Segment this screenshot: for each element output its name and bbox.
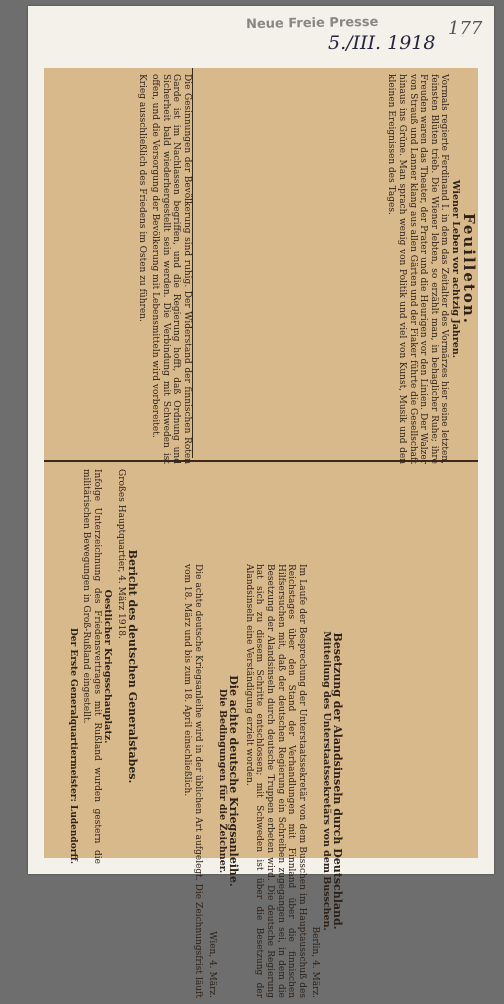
feuilleton-title: Wiener Leben vor achtzig Jahren. bbox=[450, 179, 461, 359]
newspaper-stamp: Neue Freie Presse bbox=[245, 14, 379, 33]
dateline-alandsinseln: Berlin, 4. März. bbox=[310, 926, 321, 998]
feuilleton-label: Feuilleton. bbox=[460, 213, 478, 325]
subtitle-alandsinseln: Mitteilung des Unterstaatssekretärs von dem Busschen. bbox=[321, 631, 332, 931]
newspaper-clipping bbox=[44, 68, 478, 998]
feuilleton-body: Vormals regierte Ferdinand I. in dem das Zeitalter des Vormärzes hier seine letzten, feinsten Blüten trieb. Die Wiener lebten, so erzählt man, in behaglicher Ruhe; ihre Freuden waren das Theater, der Prater und die Heurigen vor den Linien. Der Walzer von Strauß und Lanner klang aus allen Gärten und der Fiaker führte die Gesellschaft hinaus ins Grüne. Man sprach wenig von Politik und viel von Kunst, Musik und den kleinen Ereignissen des Tages. bbox=[386, 74, 450, 464]
handwritten-date: 5./III. 1918 bbox=[328, 32, 436, 54]
subtitle-kriegsanleihe: Die Bedingungen für die Zeichner. bbox=[217, 688, 229, 874]
column-feuilleton bbox=[194, 68, 478, 464]
vertical-rule bbox=[192, 68, 193, 458]
dateline-generalstab: Großes Hauptquartier, 4. März 1918. bbox=[116, 469, 126, 639]
closing-right-article: Krieg ausschließlich des Friedens im Osten zu führen. bbox=[136, 74, 147, 322]
headline-kriegsanleihe: Die achte deutsche Kriegsanleihe. bbox=[227, 675, 241, 887]
body-alandsinseln: Im Laufe der Besprechung der Unterstaatssekretär von dem Busschen im Hauptausschuß des Reichstages über den Stand der Verhandlungen mit Finnland über die finnischen Hilfsersuchen mit, daß der deutschen Regierung ein Schreiben zugegangen sei, in dem die Besetzung der Alandsinseln durch deutsche Truppen erbeten wird. Die deutsche Regierung hat sich zu diesem Schritte entschlossen; mit Schweden ist über die Besetzung der Alandsinseln eine Verständigung erzielt worden. bbox=[243, 564, 307, 998]
body-kriegsanleihe: Die achte deutsche Kriegsanleihe wird in der üblichen Art aufgelegt. Die Zeichnungsfrist läuft vom 18. März und bis zum 18. April einschließlich. bbox=[182, 564, 204, 998]
lead-generalstab: Oestlicher Kriegsschauplatz. bbox=[102, 589, 114, 744]
column-right-article bbox=[44, 68, 192, 464]
signature-generalstab: Der Erste Generalquartiermeister: Ludendorff. bbox=[67, 627, 78, 864]
headline-alandsinseln: Besetzung der Alandsinseln durch Deutschland. bbox=[331, 632, 344, 930]
dateline-kriegsanleihe: Wien, 4. März. bbox=[206, 931, 217, 998]
archive-sheet bbox=[28, 6, 494, 998]
body-right-article: Die Gesinnungen der Bevölkerung sind ruhig. Der Widerstand der finnischen Roten Garde ist im Nachlassen begriffen, und die Regierung hofft, daß Ordnung und Sicherheit bald wiederhergestellt sein werden. Die Verbindung mit Schweden ist offen, und die Versorgung der Bevölkerung mit Lebensmitteln wird vorbereitet. bbox=[150, 74, 192, 464]
body-generalstab: Infolge Unterzeichnung des Friedensvertrages mit Rußland wurden gestern die militärischen Bewegungen in Groß-Rußland eingestellt. bbox=[81, 469, 102, 864]
folio-number: 177 bbox=[448, 18, 483, 39]
headline-generalstab: Bericht des deutschen Generalstabes. bbox=[126, 549, 139, 784]
